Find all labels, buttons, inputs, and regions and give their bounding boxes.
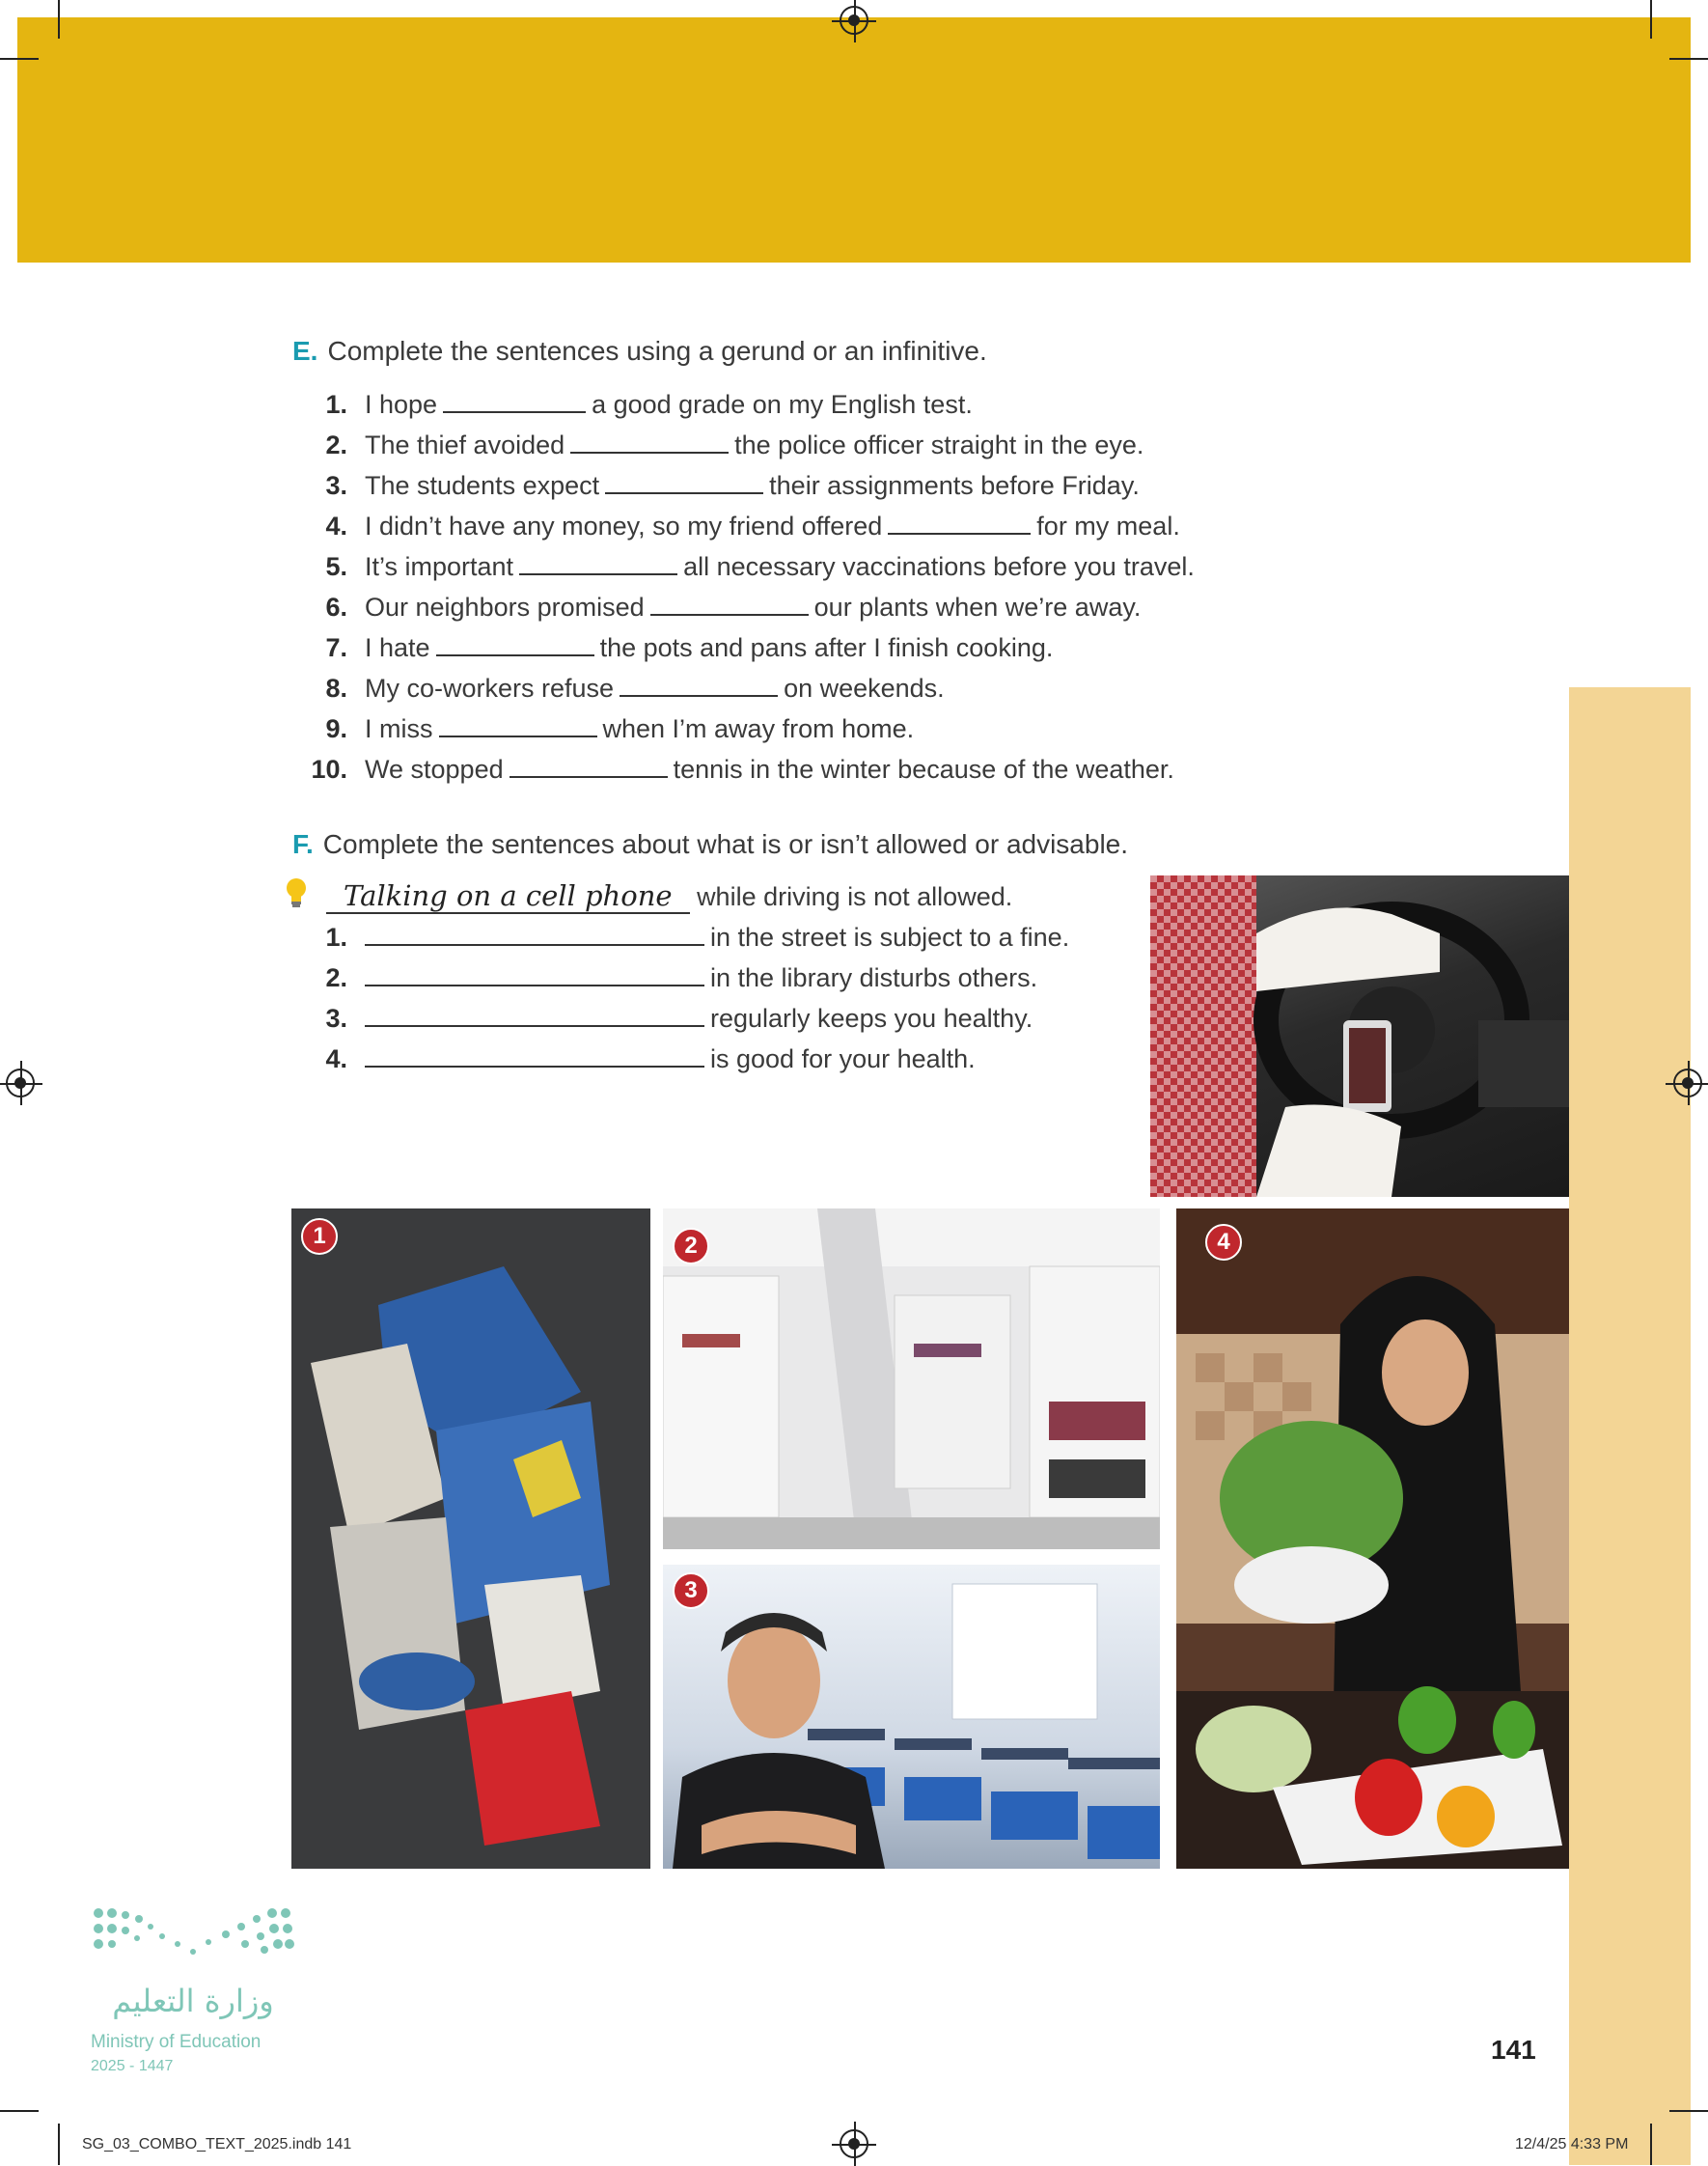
- item-number: 9.: [325, 714, 347, 743]
- kitchen-illustration: [1176, 1208, 1569, 1869]
- ministry-logo-year: 2025 - 1447: [91, 2058, 174, 2074]
- answer-blank[interactable]: [365, 1025, 704, 1027]
- section-instruction: Complete the sentences using a gerund or an infinitive.: [327, 336, 987, 366]
- library-illustration: [663, 1208, 1160, 1549]
- crop-mark: [0, 2110, 39, 2112]
- item-number: 3.: [325, 471, 347, 500]
- gym-illustration: [663, 1565, 1160, 1869]
- registration-mark-icon: [840, 2129, 868, 2158]
- answer-blank[interactable]: [439, 736, 597, 737]
- photo-number-badge: 3: [673, 1572, 709, 1609]
- kitchen-vegetables-photo: [1176, 1208, 1569, 1869]
- item-text: Our neighbors promised: [365, 593, 645, 622]
- item-text: the police officer straight in the eye.: [734, 430, 1144, 459]
- answer-blank[interactable]: [443, 411, 586, 413]
- answer-blank[interactable]: [888, 533, 1031, 535]
- item-text: our plants when we’re away.: [813, 593, 1142, 622]
- answer-blank[interactable]: [365, 1066, 704, 1068]
- section-letter: E.: [292, 336, 318, 366]
- footer-date-slug: 12/4/25 4:33 PM: [1515, 2136, 1629, 2152]
- item-text: The thief avoided: [365, 430, 565, 459]
- exercise-item: [289, 633, 1053, 663]
- handwritten-example-answer: Talking on a cell phone: [326, 879, 690, 914]
- crop-mark: [1650, 2124, 1652, 2165]
- item-text: a good grade on my English test.: [592, 390, 973, 419]
- photo-number-badge: 4: [1205, 1224, 1242, 1261]
- item-number: 6.: [325, 593, 347, 622]
- litter-illustration: [291, 1208, 650, 1869]
- library-photo: [663, 1208, 1160, 1549]
- item-text: I miss: [365, 714, 433, 743]
- item-text: on weekends.: [784, 674, 945, 703]
- item-number: 2.: [325, 963, 347, 992]
- item-text: regularly keeps you healthy.: [710, 1004, 1033, 1033]
- driver-phone-photo: [1150, 875, 1569, 1197]
- crop-mark: [0, 58, 39, 60]
- item-number: 4.: [325, 512, 347, 541]
- exercise-item: [289, 552, 1195, 582]
- answer-blank[interactable]: [365, 985, 704, 986]
- item-text: I didn’t have any money, so my friend offered: [365, 512, 883, 541]
- section-instruction: Complete the sentences about what is or isn’t allowed or advisable.: [322, 829, 1129, 859]
- item-text: when I’m away from home.: [602, 714, 915, 743]
- example-sentence: [326, 879, 1012, 912]
- side-color-band: [1569, 687, 1691, 2165]
- answer-blank[interactable]: [510, 776, 668, 778]
- gym-photo: [663, 1565, 1160, 1869]
- ministry-logo-arabic: وزارة التعليم: [112, 1983, 274, 2019]
- item-text: in the library disturbs others.: [710, 963, 1038, 992]
- item-number: 1.: [325, 923, 347, 952]
- item-text: The students expect: [365, 471, 600, 500]
- exercise-item: [289, 471, 1140, 501]
- driver-phone-illustration: [1150, 875, 1569, 1197]
- exercise-item: [289, 512, 1180, 542]
- section-f-heading: [292, 829, 1128, 860]
- exercise-item: [289, 1044, 976, 1074]
- exercise-item: [289, 674, 945, 704]
- registration-mark-icon: [6, 1069, 35, 1097]
- registration-mark-icon: [1673, 1069, 1702, 1097]
- photo-number-badge: 1: [301, 1218, 338, 1255]
- item-number: 10.: [311, 755, 347, 784]
- exercise-item: [289, 714, 914, 744]
- answer-blank[interactable]: [570, 452, 729, 454]
- item-text: in the street is subject to a fine.: [710, 923, 1070, 952]
- exercise-item: [289, 593, 1141, 623]
- section-letter: F.: [292, 829, 314, 859]
- item-number: 8.: [325, 674, 347, 703]
- item-text: My co-workers refuse: [365, 674, 615, 703]
- answer-blank[interactable]: [365, 944, 704, 946]
- exercise-item: [289, 390, 973, 420]
- exercise-item: [289, 963, 1037, 993]
- photo-number-badge: 2: [673, 1228, 709, 1264]
- crop-mark: [1650, 0, 1652, 39]
- item-text: is good for your health.: [710, 1044, 976, 1073]
- exercise-item: [289, 755, 1174, 785]
- exercise-item: [289, 923, 1069, 953]
- street-litter-photo: [291, 1208, 650, 1869]
- page-number: 141: [1491, 2035, 1536, 2065]
- answer-blank[interactable]: [519, 573, 677, 575]
- item-number: 7.: [325, 633, 347, 662]
- crop-mark: [1669, 2110, 1708, 2112]
- ministry-logo-english: Ministry of Education: [91, 2032, 262, 2052]
- item-text: I hope: [365, 390, 438, 419]
- item-number: 1.: [325, 390, 347, 419]
- item-text: It’s important: [365, 552, 514, 581]
- item-number: 2.: [325, 430, 347, 459]
- lightbulb-icon: [284, 876, 309, 909]
- item-number: 3.: [325, 1004, 347, 1033]
- answer-blank[interactable]: [605, 492, 763, 494]
- item-text: while driving is not allowed.: [697, 882, 1013, 911]
- crop-mark: [58, 2124, 60, 2165]
- answer-blank[interactable]: [436, 654, 594, 656]
- footer-file-slug: SG_03_COMBO_TEXT_2025.indb 141: [82, 2136, 352, 2152]
- item-text: I hate: [365, 633, 430, 662]
- item-text: tennis in the winter because of the weather.: [673, 755, 1174, 784]
- answer-blank[interactable]: [620, 695, 778, 697]
- exercise-item: [289, 1004, 1033, 1034]
- item-text: their assignments before Friday.: [769, 471, 1140, 500]
- ministry-logo-dots-icon: [91, 1903, 295, 1973]
- item-text: for my meal.: [1036, 512, 1180, 541]
- header-color-band: [17, 17, 1691, 263]
- registration-mark-icon: [840, 6, 868, 35]
- item-text: the pots and pans after I finish cooking.: [599, 633, 1054, 662]
- answer-blank[interactable]: [650, 614, 809, 616]
- crop-mark: [1669, 58, 1708, 60]
- item-number: 4.: [325, 1044, 347, 1073]
- exercise-item: [289, 430, 1143, 460]
- section-e-heading: [292, 336, 987, 367]
- item-text: all necessary vaccinations before you travel.: [683, 552, 1195, 581]
- crop-mark: [58, 0, 60, 39]
- item-number: 5.: [325, 552, 347, 581]
- item-text: We stopped: [365, 755, 504, 784]
